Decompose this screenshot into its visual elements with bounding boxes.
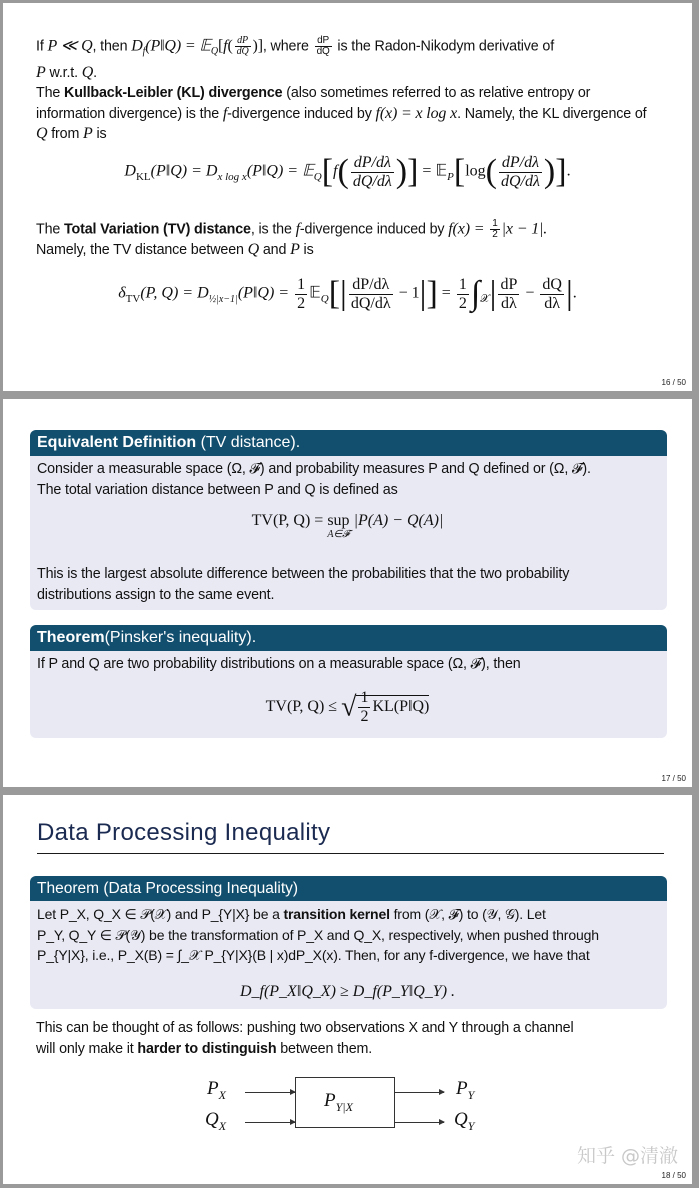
input-qx-label: $Q_X$ [205, 1109, 227, 1133]
output-py-label: $P_Y$ [456, 1078, 475, 1102]
dpi-explanation: This can be thought of as follows: pushing two observations X and Y through a channel will only make it harder to distinguish between them. [36, 1020, 574, 1057]
definition-explanation: This is the largest absolute difference between the probabilities that the two probability distributions assign to the same event. [37, 566, 570, 603]
definition-block-header: Equivalent Definition (TV distance). [30, 430, 667, 456]
input-px-label: $P_X$ [207, 1078, 226, 1102]
dpi-equation: D_f(P_X‖Q_X) ≥ D_f(P_Y‖Q_Y) . [239, 983, 456, 1000]
watermark: 知乎 @清澈 [576, 1145, 678, 1167]
output-qy-label: $Q_Y$ [454, 1109, 475, 1133]
tv-sup-equation: TV(P, Q) = sup A∈𝓕 |P(A) − Q(A)| [251, 512, 444, 540]
arrow-icon [245, 1092, 295, 1093]
arrow-icon [394, 1122, 444, 1123]
slide-17 [3, 399, 692, 787]
tv-equation: $\delta_{TV}(P$, $Q) = D_{\frac{1}{2}|x-1|}(P‖Q)$ = $\frac{1}{2}$ 𝔼$_Q$[| $\frac{dP/d\lambda}{dQ/d\lambda}$ − 1|] = $\frac{1}{2}$ $\int_𝒳|$ $\frac{dP}{d\lambda}$ − $\frac{dQ}{d\lambda}$ |. [118, 275, 577, 312]
pinsker-theorem-header: Theorem(Pinsker's inequality). [30, 625, 667, 651]
dpi-theorem-text: Let P_X, Q_X ∈ 𝒫(𝒳) and P_{Y|X} be a transition kernel from (𝒳, 𝓕) to (𝒴, 𝒢). Let P_Y, Q_Y ∈ 𝒫(𝒴) be the transformation of P_X and Q_X, respectively, when pushed through P_{Y|X}, i.e., P_X(B) = ∫_𝒳 P_{Y|X}(B | x)dP_X(x). Then, for any f-divergence, we have that [37, 906, 599, 963]
dpi-theorem-header: Theorem (Data Processing Inequality) [30, 876, 667, 901]
pinsker-equation: TV(P, Q) ≤ √ $\frac{1}{2}$ KL(P‖Q) [265, 689, 430, 725]
page-number: 17 / 50 [661, 774, 686, 783]
pinsker-theorem-block [30, 625, 667, 738]
kl-divergence-paragraph: The Kullback-Leibler (KL) divergence (also sometimes referred to as relative entropy or information divergence) is the f-divergence induced by f(x) = x log x. Namely, the KL divergence of Q from P is [36, 85, 647, 142]
radon-nikodym-paragraph: If P ≪ Q, then $D_f(P‖Q)$ = 𝔼$_Q$[f( $\frac{dP}{dQ}$ )], where $\frac{dP}{dQ}$ is the Radon-Nikodym derivative of P w.r.t. Q. [36, 35, 555, 81]
tv-distance-paragraph: The Total Variation (TV) distance, is the f-divergence induced by f(x) = $\frac{1}{2}$ |x − 1|. Namely, the TV distance between Q and P is [36, 218, 548, 258]
definition-text: Consider a measurable space (Ω, 𝓕) and probability measures P and Q defined or (Ω, 𝓕). The total variation distance between P and Q is defined as [37, 461, 591, 498]
kl-equation: $D_{KL}(P‖Q)$ = $D_{x log x}(P‖Q)$ = 𝔼$_Q$[f( $\frac{dP/d\lambda}{dQ/d\lambda}$ )] = 𝔼$_P$[log( $\frac{dP/d\lambda}{dQ/d\lambda}$ )]. [124, 153, 571, 190]
slide-16 [3, 3, 692, 391]
slide-18 [3, 795, 692, 1184]
arrow-icon [394, 1092, 444, 1093]
title-rule [37, 853, 664, 854]
page-number: 16 / 50 [661, 378, 686, 387]
page-number: 18 / 50 [661, 1171, 686, 1180]
channel-label: $P_{Y|X}$ [324, 1090, 353, 1114]
definition-block [30, 430, 667, 610]
channel-box [295, 1077, 395, 1128]
dpi-theorem-block [30, 876, 667, 1009]
frame-title: Data Processing Inequality [37, 819, 331, 846]
pinsker-text: If P and Q are two probability distributions on a measurable space (Ω, 𝓕), then [37, 656, 521, 672]
arrow-icon [245, 1122, 295, 1123]
